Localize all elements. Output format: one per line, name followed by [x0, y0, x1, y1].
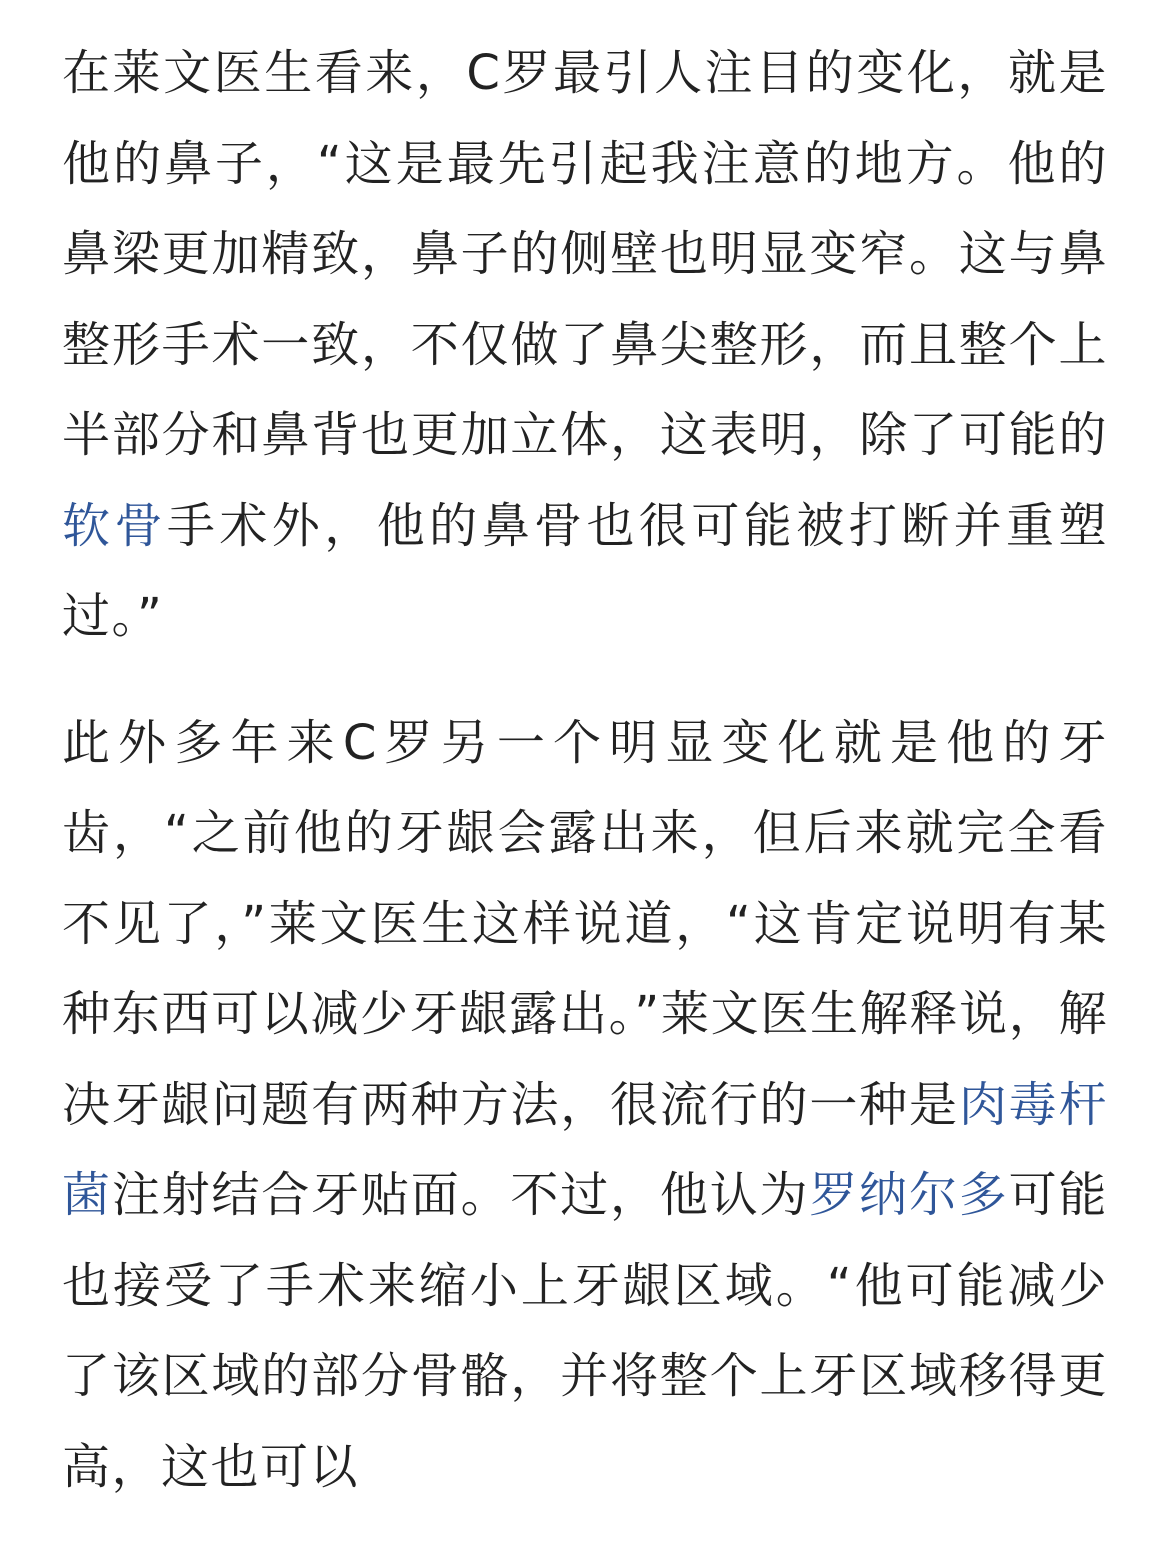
paragraph-text: 此外多年来C罗另一个明显变化就是他的牙齿，“之前他的牙龈会露出来，但后来就完全看不见了，”莱文医生这样说道，“这肯定说明有某种东西可以减少牙龈露出。”莱文医生解释说，解决牙龈问题有两种方法，很流行的一种是: [62, 714, 1108, 1133]
link-cartilage[interactable]: 软骨: [62, 497, 167, 554]
article-body: [62, 28, 1108, 1548]
link-ronaldo[interactable]: 罗纳尔多: [809, 1167, 1009, 1223]
paragraph-teeth: [62, 698, 1108, 1513]
paragraph-text: 在莱文医生看来，C罗最引人注目的变化，就是他的鼻子，“这是最先引起我注意的地方。他的鼻梁更加精致，鼻子的侧壁也明显变窄。这与鼻整形手术一致，不仅做了鼻尖整形，而且整个上半部分和鼻背也更加立体，这表明，除了可能的: [62, 45, 1108, 463]
link-botox[interactable]: 肉毒杆菌: [62, 1076, 1108, 1223]
paragraph-text: 可能也接受了手术来缩小上牙龈区域。“他可能减少了该区域的部分骨骼，并将整个上牙区域移得更高，这也可以: [62, 1167, 1108, 1495]
paragraph-text: 注射结合牙贴面。不过，他认为: [111, 1167, 810, 1223]
paragraph-nose: [62, 28, 1108, 662]
paragraph-text: 手术外，他的鼻骨也很可能被打断并重塑过。”: [62, 497, 1108, 644]
